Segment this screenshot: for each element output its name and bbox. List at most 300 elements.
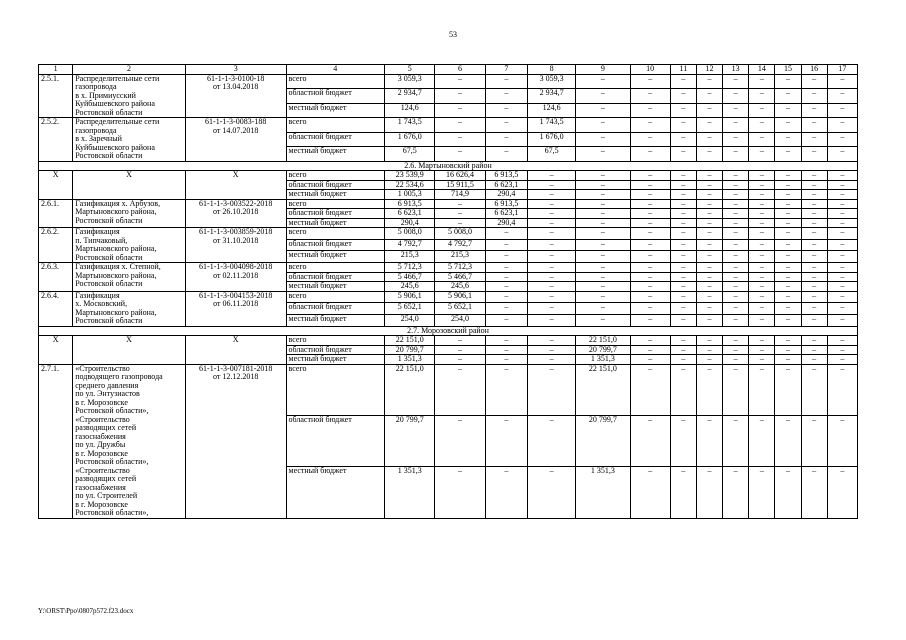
- amount-col10: –: [630, 190, 670, 200]
- amount-col15: –: [775, 415, 801, 466]
- item-number: 2.6.3.: [39, 263, 73, 292]
- amount-col16: –: [801, 364, 827, 415]
- amount-col6: 245,6: [435, 282, 485, 292]
- amount-col17: –: [827, 103, 857, 118]
- amount-col9: –: [576, 118, 630, 133]
- funding-source: всего: [286, 171, 385, 181]
- amount-col13: –: [723, 103, 749, 118]
- object-name-line: «Строительство: [75, 465, 130, 475]
- document-ref: [185, 336, 286, 365]
- amount-col13: –: [723, 272, 749, 282]
- amount-col10: –: [630, 336, 670, 346]
- amount-col13: –: [723, 239, 749, 251]
- document-ref-line: от 31.10.2018: [213, 235, 259, 245]
- amount-col11: –: [670, 355, 696, 365]
- funding-source: местный бюджет: [286, 251, 385, 263]
- amount-col15: –: [775, 228, 801, 240]
- amount-col8: –: [527, 355, 575, 365]
- object-name-line: Ростовской области: [75, 215, 143, 225]
- amount-col12: –: [696, 218, 722, 228]
- amount-col6: –: [435, 147, 485, 162]
- amount-col8: –: [527, 190, 575, 200]
- amount-col7: –: [485, 74, 527, 89]
- amount-col9: –: [576, 272, 630, 282]
- amount-col10: –: [630, 303, 670, 315]
- amount-col15: –: [775, 239, 801, 251]
- amount-col14: –: [749, 89, 775, 104]
- amount-col12: –: [696, 147, 722, 162]
- amount-total: 20 799,7: [385, 345, 435, 355]
- amount-col7: –: [485, 314, 527, 326]
- amount-total: 1 676,0: [385, 132, 435, 147]
- amount-col17: –: [827, 263, 857, 273]
- object-name-line: газопровода: [75, 82, 117, 91]
- amount-col7: –: [485, 251, 527, 263]
- amount-total: 1 743,5: [385, 118, 435, 133]
- object-name-line: по ул. Дружбы: [75, 440, 126, 449]
- amount-total: 124,6: [385, 103, 435, 118]
- document-ref-line: от 06.11.2018: [213, 299, 259, 308]
- amount-col10: –: [630, 355, 670, 365]
- amount-col15: –: [775, 251, 801, 263]
- amount-col11: –: [670, 303, 696, 315]
- amount-col10: –: [630, 218, 670, 228]
- amount-col16: –: [801, 291, 827, 303]
- document-ref-line: 61-1-1-3-003859-2018: [199, 227, 273, 236]
- funding-source: областной бюджет: [286, 180, 385, 190]
- amount-total: 1 005,3: [385, 190, 435, 200]
- object-name-line: в х. Примиусский: [75, 90, 136, 100]
- amount-col7: –: [485, 89, 527, 104]
- amount-col10: –: [630, 118, 670, 133]
- amount-col12: –: [696, 209, 722, 219]
- document-ref-line: 61-1-1-3-0083-188: [205, 117, 267, 126]
- amount-col7: 6 623,1: [485, 209, 527, 219]
- amount-col7: –: [485, 364, 527, 415]
- item-number: 2.6.2.: [39, 228, 73, 263]
- amount-col11: –: [670, 199, 696, 209]
- amount-col12: –: [696, 251, 722, 263]
- amount-col7: –: [485, 336, 527, 346]
- document-ref: [185, 74, 286, 118]
- object-name-line: «Строительство: [75, 364, 130, 373]
- amount-col12: –: [696, 355, 722, 365]
- item-number: 2.5.1.: [39, 74, 73, 118]
- amount-col7: 6 913,5: [485, 199, 527, 209]
- amount-total: 5 712,3: [385, 263, 435, 273]
- amount-col14: –: [749, 132, 775, 147]
- amount-col15: –: [775, 190, 801, 200]
- amount-col6: –: [435, 345, 485, 355]
- amount-col9: 1 351,3: [576, 355, 630, 365]
- amount-col12: –: [696, 118, 722, 133]
- amount-col12: –: [696, 272, 722, 282]
- amount-col7: –: [485, 239, 527, 251]
- document-ref: [185, 228, 286, 263]
- item-number: Х: [39, 336, 73, 365]
- amount-col6: –: [435, 218, 485, 228]
- amount-total: 4 792,7: [385, 239, 435, 251]
- amount-col8: –: [527, 291, 575, 303]
- amount-col17: –: [827, 291, 857, 303]
- amount-col6: –: [435, 364, 485, 415]
- amount-col15: –: [775, 355, 801, 365]
- amount-col8: 1 676,0: [527, 132, 575, 147]
- object-name-line: в г. Морозовске: [75, 448, 128, 458]
- amount-col10: –: [630, 89, 670, 104]
- amount-total: 6 623,1: [385, 209, 435, 219]
- funding-source: всего: [286, 336, 385, 346]
- amount-col11: –: [670, 467, 696, 518]
- funding-source: областной бюджет: [286, 345, 385, 355]
- document-ref: [185, 364, 286, 518]
- amount-col15: –: [775, 282, 801, 292]
- funding-source: областной бюджет: [286, 132, 385, 147]
- amount-col11: –: [670, 171, 696, 181]
- amount-col14: –: [749, 103, 775, 118]
- document-ref: [185, 118, 286, 162]
- amount-col10: –: [630, 345, 670, 355]
- funding-source: всего: [286, 364, 385, 415]
- amount-col15: –: [775, 314, 801, 326]
- amount-col15: –: [775, 336, 801, 346]
- amount-col14: –: [749, 282, 775, 292]
- amount-col13: –: [723, 171, 749, 181]
- header-cell: 12: [696, 65, 722, 75]
- amount-col9: –: [576, 282, 630, 292]
- amount-col13: –: [723, 467, 749, 518]
- object-name: [73, 291, 186, 326]
- object-name-line: разводящих сетей: [75, 474, 137, 483]
- amount-col8: –: [527, 228, 575, 240]
- amount-col12: –: [696, 103, 722, 118]
- header-cell: 10: [630, 65, 670, 75]
- amount-col8: –: [527, 180, 575, 190]
- amount-col9: –: [576, 171, 630, 181]
- funding-source: местный бюджет: [286, 314, 385, 326]
- amount-col8: –: [527, 345, 575, 355]
- amount-col13: –: [723, 364, 749, 415]
- amount-col6: –: [435, 355, 485, 365]
- amount-col17: –: [827, 336, 857, 346]
- amount-col17: –: [827, 209, 857, 219]
- amount-col16: –: [801, 263, 827, 273]
- amount-col16: –: [801, 118, 827, 133]
- object-name-line: «Строительство: [75, 414, 130, 424]
- amount-col10: –: [630, 132, 670, 147]
- amount-col16: –: [801, 251, 827, 263]
- amount-col15: –: [775, 209, 801, 219]
- document-ref-line: от 26.10.2018: [213, 207, 259, 216]
- amount-col9: 1 351,3: [576, 467, 630, 518]
- amount-col12: –: [696, 303, 722, 315]
- amount-col8: –: [527, 239, 575, 251]
- funding-source: местный бюджет: [286, 467, 385, 518]
- amount-col15: –: [775, 74, 801, 89]
- amount-col16: –: [801, 314, 827, 326]
- item-number: Х: [39, 171, 73, 200]
- amount-col12: –: [696, 239, 722, 251]
- object-name-line: Ростовской области: [75, 316, 143, 325]
- amount-total: 254,0: [385, 314, 435, 326]
- amount-col11: –: [670, 147, 696, 162]
- amount-col13: –: [723, 415, 749, 466]
- object-name-line: газоснабжения: [75, 431, 126, 441]
- amount-col8: –: [527, 303, 575, 315]
- amount-col12: –: [696, 132, 722, 147]
- amount-total: 6 913,5: [385, 199, 435, 209]
- funding-source: всего: [286, 291, 385, 303]
- amount-col14: –: [749, 415, 775, 466]
- funding-source: всего: [286, 228, 385, 240]
- amount-col6: 215,3: [435, 251, 485, 263]
- amount-col14: –: [749, 291, 775, 303]
- amount-col9: 20 799,7: [576, 415, 630, 466]
- amount-col15: –: [775, 263, 801, 273]
- amount-col12: –: [696, 364, 722, 415]
- object-name-line: Газификация: [75, 291, 120, 300]
- amount-total: 290,4: [385, 218, 435, 228]
- amount-col16: –: [801, 147, 827, 162]
- amount-col13: –: [723, 314, 749, 326]
- amount-col7: –: [485, 103, 527, 118]
- amount-col17: –: [827, 89, 857, 104]
- amount-col9: 20 799,7: [576, 345, 630, 355]
- amount-col11: –: [670, 209, 696, 219]
- amount-col14: –: [749, 228, 775, 240]
- amount-col8: –: [527, 282, 575, 292]
- object-name: [73, 74, 186, 118]
- amount-col7: –: [485, 263, 527, 273]
- amount-col8: 1 743,5: [527, 118, 575, 133]
- amount-col14: –: [749, 272, 775, 282]
- amount-col17: –: [827, 239, 857, 251]
- funding-source: местный бюджет: [286, 147, 385, 162]
- document-ref: [185, 171, 286, 200]
- object-name-line: по ул. Строителей: [75, 491, 138, 500]
- amount-total: 1 351,3: [385, 355, 435, 365]
- object-name-line: Ростовской области»,: [75, 406, 149, 415]
- amount-total: 22 151,0: [385, 336, 435, 346]
- amount-col12: –: [696, 199, 722, 209]
- amount-col14: –: [749, 336, 775, 346]
- object-name-line: в г. Морозовске: [75, 397, 128, 407]
- amount-col17: –: [827, 251, 857, 263]
- amount-col10: –: [630, 171, 670, 181]
- header-cell: 3: [185, 65, 286, 75]
- section-row: [39, 161, 858, 171]
- amount-col17: –: [827, 228, 857, 240]
- amount-col15: –: [775, 199, 801, 209]
- amount-col14: –: [749, 74, 775, 89]
- amount-col16: –: [801, 190, 827, 200]
- amount-total: 245,6: [385, 282, 435, 292]
- amount-col9: –: [576, 251, 630, 263]
- object-name-line: Ростовской области»,: [75, 457, 149, 466]
- amount-col17: –: [827, 355, 857, 365]
- amount-col10: –: [630, 272, 670, 282]
- section-title: 2.7. Морозовский район: [39, 326, 858, 336]
- amount-col16: –: [801, 415, 827, 466]
- object-name-line: Мартыновского района,: [75, 244, 157, 253]
- amount-total: 5 652,1: [385, 303, 435, 315]
- amount-col8: –: [527, 415, 575, 466]
- amount-col14: –: [749, 209, 775, 219]
- amount-col12: –: [696, 467, 722, 518]
- amount-col10: –: [630, 364, 670, 415]
- object-name-line: Ростовской области»,: [75, 508, 149, 517]
- header-cell: 9: [576, 65, 630, 75]
- amount-col10: –: [630, 415, 670, 466]
- amount-col16: –: [801, 103, 827, 118]
- amount-col11: –: [670, 74, 696, 89]
- amount-col8: –: [527, 263, 575, 273]
- amount-col14: –: [749, 118, 775, 133]
- amount-col7: 290,4: [485, 190, 527, 200]
- amount-col6: –: [435, 209, 485, 219]
- amount-col17: –: [827, 74, 857, 89]
- object-name: [73, 364, 186, 518]
- object-name-line: Ростовской области: [75, 252, 143, 262]
- amount-col12: –: [696, 171, 722, 181]
- budget-table: [38, 64, 858, 519]
- document-ref-line: 61-1-1-3-003522-2018: [199, 199, 273, 208]
- amount-col10: –: [630, 314, 670, 326]
- amount-col15: –: [775, 345, 801, 355]
- amount-col11: –: [670, 345, 696, 355]
- header-cell: 14: [749, 65, 775, 75]
- amount-col14: –: [749, 171, 775, 181]
- amount-col12: –: [696, 190, 722, 200]
- table-row: [39, 171, 858, 181]
- funding-source: областной бюджет: [286, 89, 385, 104]
- amount-col9: –: [576, 190, 630, 200]
- object-name-line: газоснабжения: [75, 482, 126, 492]
- object-name: [73, 118, 186, 162]
- amount-col17: –: [827, 314, 857, 326]
- amount-col11: –: [670, 89, 696, 104]
- item-number: 2.6.1.: [39, 199, 73, 228]
- amount-col8: 3 059,3: [527, 74, 575, 89]
- amount-col13: –: [723, 199, 749, 209]
- amount-col16: –: [801, 74, 827, 89]
- amount-col16: –: [801, 180, 827, 190]
- object-name-line: Мартыновского района,: [75, 307, 157, 317]
- amount-col11: –: [670, 251, 696, 263]
- amount-col16: –: [801, 336, 827, 346]
- amount-col15: –: [775, 118, 801, 133]
- amount-col11: –: [670, 415, 696, 466]
- amount-col17: –: [827, 303, 857, 315]
- amount-col16: –: [801, 218, 827, 228]
- amount-col14: –: [749, 345, 775, 355]
- amount-col17: –: [827, 218, 857, 228]
- amount-col8: 124,6: [527, 103, 575, 118]
- amount-col14: –: [749, 147, 775, 162]
- amount-col10: –: [630, 209, 670, 219]
- amount-col16: –: [801, 228, 827, 240]
- amount-col13: –: [723, 251, 749, 263]
- amount-col15: –: [775, 291, 801, 303]
- amount-col17: –: [827, 190, 857, 200]
- amount-col6: 5 712,3: [435, 263, 485, 273]
- object-name-line: Газификация х. Степной,: [75, 262, 161, 271]
- header-cell: 4: [286, 65, 385, 75]
- amount-col12: –: [696, 336, 722, 346]
- amount-col11: –: [670, 132, 696, 147]
- amount-col11: –: [670, 118, 696, 133]
- amount-col13: –: [723, 74, 749, 89]
- amount-col11: –: [670, 364, 696, 415]
- object-name-line: Газификация: [75, 227, 120, 236]
- header-cell: 1: [39, 65, 73, 75]
- amount-col8: –: [527, 364, 575, 415]
- amount-col17: –: [827, 467, 857, 518]
- amount-col7: –: [485, 415, 527, 466]
- header-cell: 16: [801, 65, 827, 75]
- amount-col10: –: [630, 291, 670, 303]
- object-name: [73, 336, 186, 365]
- amount-col7: –: [485, 118, 527, 133]
- amount-col8: –: [527, 251, 575, 263]
- amount-col11: –: [670, 103, 696, 118]
- amount-col6: 15 911,5: [435, 180, 485, 190]
- amount-col14: –: [749, 467, 775, 518]
- amount-col16: –: [801, 199, 827, 209]
- table-row: [39, 364, 858, 415]
- amount-col8: –: [527, 218, 575, 228]
- amount-col9: –: [576, 199, 630, 209]
- amount-col16: –: [801, 239, 827, 251]
- document-ref-line: 61-1-1-3-004153-2018: [199, 291, 273, 300]
- amount-col12: –: [696, 345, 722, 355]
- amount-col17: –: [827, 147, 857, 162]
- amount-total: 5 906,1: [385, 291, 435, 303]
- funding-source: местный бюджет: [286, 355, 385, 365]
- funding-source: всего: [286, 118, 385, 133]
- amount-col15: –: [775, 218, 801, 228]
- amount-col6: –: [435, 74, 485, 89]
- amount-col13: –: [723, 355, 749, 365]
- amount-col11: –: [670, 272, 696, 282]
- amount-col17: –: [827, 199, 857, 209]
- document-ref: [185, 263, 286, 292]
- amount-col11: –: [670, 336, 696, 346]
- document-ref-line: от 13.04.2018: [213, 82, 259, 91]
- amount-col13: –: [723, 118, 749, 133]
- amount-col12: –: [696, 263, 722, 273]
- object-name-line: Х: [126, 335, 132, 344]
- funding-source: всего: [286, 74, 385, 89]
- object-name: [73, 171, 186, 200]
- amount-col6: 5 906,1: [435, 291, 485, 303]
- amount-col13: –: [723, 228, 749, 240]
- object-name-line: среднего давления: [75, 380, 139, 390]
- amount-col7: –: [485, 272, 527, 282]
- amount-col7: –: [485, 147, 527, 162]
- amount-col8: –: [527, 336, 575, 346]
- amount-total: 22 534,6: [385, 180, 435, 190]
- amount-col10: –: [630, 467, 670, 518]
- amount-col13: –: [723, 291, 749, 303]
- header-cell: 13: [723, 65, 749, 75]
- amount-col7: –: [485, 355, 527, 365]
- amount-col16: –: [801, 345, 827, 355]
- amount-col10: –: [630, 103, 670, 118]
- object-name: [73, 199, 186, 228]
- amount-col13: –: [723, 132, 749, 147]
- header-cell: 8: [527, 65, 575, 75]
